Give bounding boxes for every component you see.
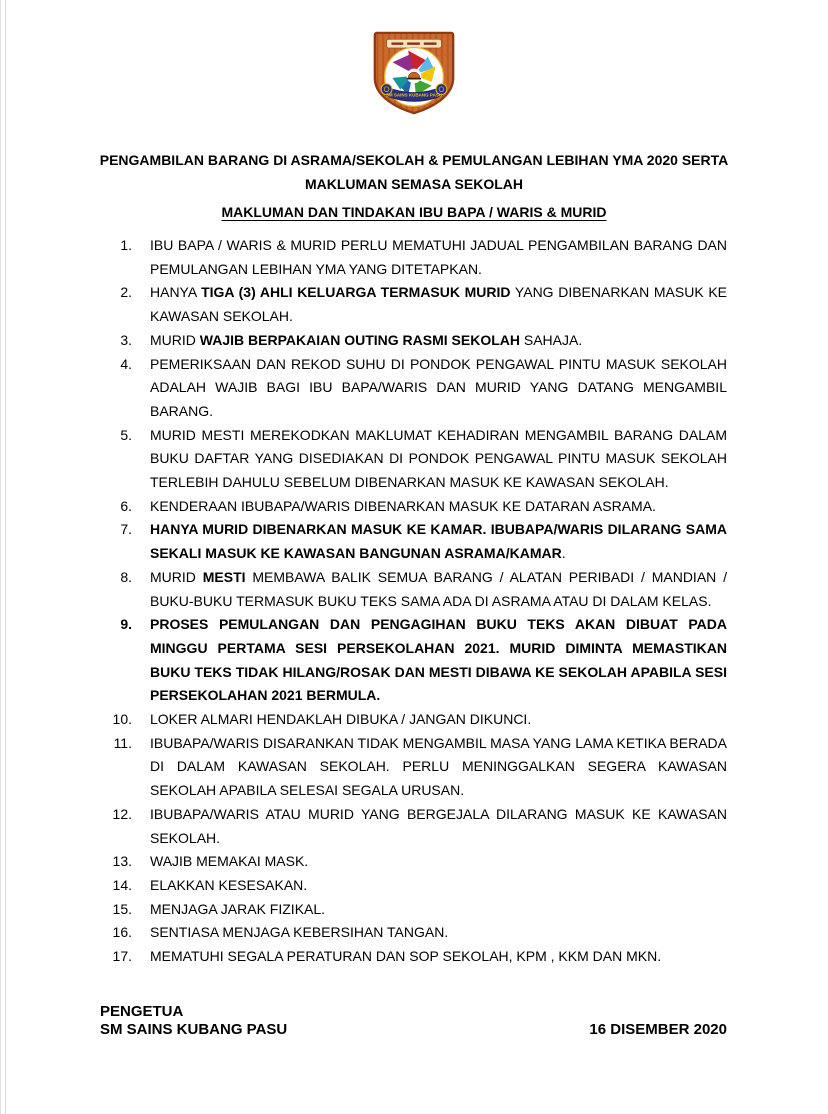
list-item-number: 10.	[112, 711, 132, 728]
list-item-number: 6.	[120, 497, 132, 514]
list-item	[100, 518, 727, 565]
footer-date: 16 DISEMBER 2020	[589, 1021, 727, 1038]
list-item-text: HANYA MURID DIBENARKAN MASUK KE KAMAR. IBUBAPA/WARIS DILARANG SAMA SEKALI MASUK KE KAWASAN BANGUNAN ASRAMA/KAMAR.	[150, 521, 727, 562]
footer-signature-block	[100, 1003, 287, 1039]
list-item-number: 17.	[112, 948, 132, 965]
list-item-text: KENDERAAN IBUBAPA/WARIS DIBENARKAN MASUK KE DATARAN ASRAMA.	[150, 497, 656, 514]
list-item	[100, 353, 727, 424]
list-item-text: MEMATUHI SEGALA PERATURAN DAN SOP SEKOLAH, KPM , KKM DAN MKN.	[150, 948, 662, 965]
list-item	[100, 613, 727, 708]
notice-title-line-1: PENGAMBILAN BARANG DI ASRAMA/SEKOLAH & PEMULANGAN LEBIHAN YMA 2020 SERTA	[99, 152, 729, 168]
list-item-text: ELAKKAN KESESAKAN.	[150, 876, 308, 893]
list-item-text: SENTIASA MENJAGA KEBERSIHAN TANGAN.	[150, 924, 449, 941]
list-item	[100, 803, 727, 850]
list-item	[100, 850, 727, 874]
list-item-number: 14.	[112, 876, 132, 893]
list-item	[100, 329, 727, 353]
crest-banner-text: SM SAINS KUBANG PASU	[385, 92, 443, 98]
list-item-text: IBUBAPA/WARIS DISARANKAN TIDAK MENGAMBIL MASA YANG LAMA KETIKA BERADA DI DALAM KAWASAN SEKOLAH. PERLU MENINGGALKAN SEGERA KAWASAN SEKOLAH APABILA SELESAI SEGALA URUSAN.	[150, 734, 727, 799]
list-item-text: PROSES PEMULANGAN DAN PENGAGIHAN BUKU TEKS AKAN DIBUAT PADA MINGGU PERTAMA SESI PERSEKOLAHAN 2021. MURID DIMINTA MEMASTIKAN BUKU TEKS TIDAK HILANG/ROSAK DAN MESTI DIBAWA KE SEKOLAH APABILA SESI PERSEKOLAHAN 2021 BERMULA.	[150, 616, 727, 704]
footer-school-name: SM SAINS KUBANG PASU	[100, 1021, 288, 1038]
list-item-number: 8.	[120, 568, 132, 585]
list-item-number: 9.	[120, 616, 132, 633]
list-item	[100, 566, 727, 613]
list-item-number: 16.	[112, 924, 132, 941]
list-item-text: MENJAGA JARAK FIZIKAL.	[150, 900, 326, 917]
list-item-text: IBU BAPA / WARIS & MURID PERLU MEMATUHI JADUAL PENGAMBILAN BARANG DAN PEMULANGAN LEBIHAN YMA YANG DITETAPKAN.	[150, 237, 727, 277]
list-item-number: 1.	[120, 237, 132, 253]
list-item-number: 4.	[120, 355, 132, 372]
footer-signatory-title: PENGETUA	[100, 1003, 184, 1020]
crest-dome-icon	[407, 69, 422, 84]
page-edge	[0, 0, 1, 1114]
list-item-number: 13.	[112, 853, 132, 870]
list-item-number: 15.	[112, 900, 132, 917]
list-item	[100, 234, 727, 281]
list-item-text: MURID MESTI MEMBAWA BALIK SEMUA BARANG / ALATAN PERIBADI / MANDIAN / BUKU-BUKU TERMASUK BUKU TEKS SAMA ADA DI ASRAMA ATAU DI DALAM KELAS.	[150, 568, 727, 609]
notice-title	[84, 148, 744, 196]
list-item	[100, 708, 727, 732]
page-edge-line	[5, 0, 6, 1114]
list-item-text: MURID WAJIB BERPAKAIAN OUTING RASMI SEKOLAH SAHAJA.	[150, 331, 583, 348]
list-item-text: PEMERIKSAAN DAN REKOD SUHU DI PONDOK PENGAWAL PINTU MASUK SEKOLAH ADALAH WAJIB BAGI IBU BAPA/WARIS DAN MURID YANG DATANG MENGAMBIL BARANG.	[150, 355, 727, 419]
notice-title-line-2: MAKLUMAN SEMASA SEKOLAH	[304, 176, 524, 192]
list-item-number: 5.	[120, 426, 132, 443]
list-item-number: 3.	[120, 331, 132, 348]
list-item	[100, 874, 727, 898]
list-item-text: LOKER ALMARI HENDAKLAH DIBUKA / JANGAN DIKUNCI.	[150, 711, 532, 728]
list-item-number: 11.	[113, 734, 132, 751]
list-item	[100, 898, 727, 922]
notice-heading-text: MAKLUMAN DAN TINDAKAN IBU BAPA / WARIS & MURID	[221, 204, 607, 220]
crest-motto-ribbon	[387, 39, 442, 48]
list-item	[100, 495, 727, 519]
list-item-number: 2.	[120, 284, 132, 301]
list-item-number: 7.	[120, 521, 132, 538]
list-item-number: 12.	[112, 805, 132, 822]
list-item	[100, 424, 727, 495]
list-item	[100, 945, 727, 969]
list-item	[100, 281, 727, 328]
list-item-text: WAJIB MEMAKAI MASK.	[150, 853, 309, 870]
list-item-text: HANYA TIGA (3) AHLI KELUARGA TERMASUK MURID YANG DIBENARKAN MASUK KE KAWASAN SEKOLAH.	[150, 284, 727, 325]
list-item-text: IBUBAPA/WARIS ATAU MURID YANG BERGEJALA DILARANG MASUK KE KAWASAN SEKOLAH.	[150, 805, 727, 846]
notice-list	[100, 234, 727, 969]
list-item	[100, 732, 727, 803]
notice-heading	[100, 200, 728, 224]
school-crest-logo	[367, 27, 461, 121]
list-item	[100, 921, 727, 945]
list-item-text: MURID MESTI MEREKODKAN MAKLUMAT KEHADIRAN MENGAMBIL BARANG DALAM BUKU DAFTAR YANG DISEDIAKAN DI PONDOK PENGAWAL PINTU MASUK SEKOLAH TERLEBIH DAHULU SEBELUM DIBENARKAN MASUK KE KAWASAN SEKOLAH.	[150, 426, 727, 491]
